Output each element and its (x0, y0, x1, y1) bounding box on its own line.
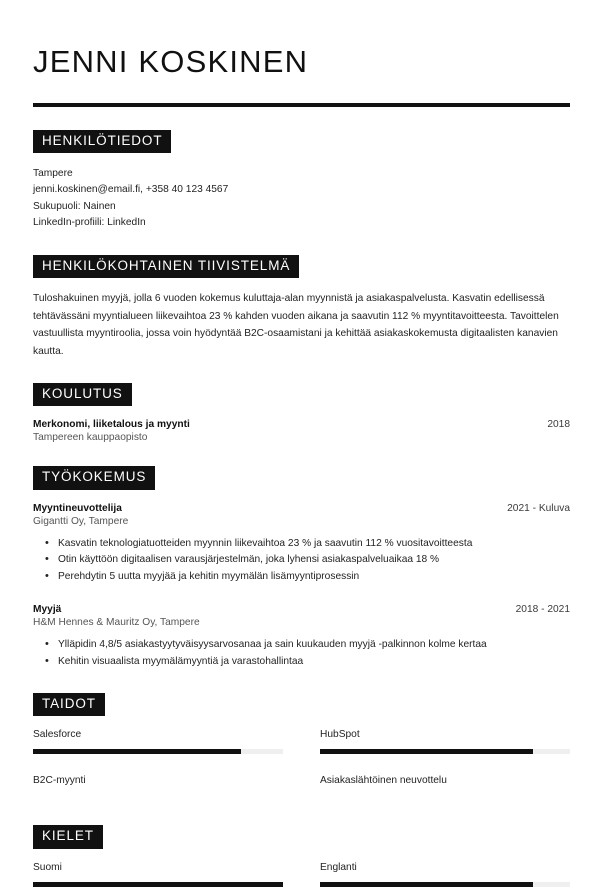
section-experience (30, 466, 570, 670)
skill-label: HubSpot (320, 729, 360, 741)
section-heading-languages: KIELET (33, 825, 103, 848)
contact-line-linkedin[interactable]: LinkedIn-profiili: LinkedIn (33, 217, 146, 229)
education-date: 2018 (547, 419, 570, 431)
header-divider (33, 103, 570, 107)
experience-job-title: Myyjä (33, 604, 62, 616)
section-heading-experience: TYÖKOKEMUS (33, 466, 155, 489)
experience-employer: H&M Hennes & Mauritz Oy, Tampere (33, 617, 200, 629)
languages-grid (33, 862, 570, 894)
skill-item (320, 729, 570, 754)
section-heading-skills: TAIDOT (33, 693, 105, 716)
list-item: • Ylläpidin 4,8/5 asiakastyytyväisyysarvosanaa ja sain kuukauden myyjä -palkinnon kolme kertaa (33, 637, 570, 654)
language-level-fill (33, 882, 283, 887)
language-item (320, 862, 570, 887)
education-entry (33, 419, 570, 443)
summary-text: Tuloshakuinen myyjä, jolla 6 vuoden kokemus kuluttaja-alan myynnistä ja asiakaspalvelusta. Kasvatin edellisessä tehtävässäni myyntialueen liikevaihtoa 23 % kahden vuoden aikana ja saavutin 112 % myyntitavoitteesta. Tavoittelen vastuullista myyntiroolia, jossa voin hyödyntää B2C-osaamistani ja kehittää asiakaskokemusta digitaalisten kanavien kautta. (33, 293, 559, 357)
skill-item (320, 775, 570, 795)
section-languages (30, 825, 570, 893)
contact-line-email-phone: jenni.koskinen@email.fi, +358 40 123 4567 (33, 184, 229, 196)
language-label: Suomi (33, 861, 62, 873)
education-entry-header (33, 419, 570, 430)
section-skills (30, 693, 570, 802)
section-summary (30, 255, 570, 360)
list-item: • Kasvatin teknologiatuotteiden myynnin liikevaihtoa 23 % ja saavutin 112 % vuositavoitteesta (33, 536, 570, 553)
section-heading-education: KOULUTUS (33, 383, 132, 406)
section-education (30, 383, 570, 443)
experience-employer: Gigantti Oy, Tampere (33, 515, 129, 527)
skill-label: B2C-myynti (33, 775, 86, 787)
experience-entry-header (33, 503, 570, 514)
experience-job-title: Myyntineuvottelija (33, 502, 122, 514)
section-heading-summary: HENKILÖKOHTAINEN TIIVISTELMÄ (33, 255, 299, 278)
contact-line-gender: Sukupuoli: Nainen (33, 200, 116, 212)
section-personal-info (30, 130, 570, 232)
contact-details (30, 166, 570, 232)
experience-bullet-list (33, 536, 570, 586)
experience-date: 2018 - 2021 (515, 604, 570, 616)
experience-entry (33, 604, 570, 628)
candidate-name: JENNI KOSKINEN (33, 44, 309, 79)
skill-label: Asiakaslähtöinen neuvottelu (320, 775, 447, 787)
experience-entry-header (33, 604, 570, 615)
experience-entry (33, 503, 570, 527)
language-level-bar (33, 882, 283, 887)
skill-level-bar (320, 749, 570, 754)
experience-bullet-list (33, 637, 570, 670)
list-item: • Otin käyttöön digitaalisen varausjärjestelmän, joka lyhensi asiakaspalveluaikaa 18 % (33, 552, 570, 569)
education-institution: Tampereen kauppaopisto (33, 432, 148, 444)
list-item: • Kehitin visuaalista myymälämyyntiä ja varastohallintaa (33, 654, 570, 671)
language-item (33, 862, 283, 887)
section-heading-personal-info: HENKILÖTIEDOT (33, 130, 171, 153)
education-degree: Merkonomi, liiketalous ja myynti (33, 419, 190, 431)
language-level-fill (320, 882, 533, 887)
skill-item (33, 775, 283, 795)
skills-grid (33, 729, 570, 802)
skill-level-bar (33, 749, 283, 754)
list-item: • Perehdytin 5 uutta myyjää ja kehitin myymälän lisämyyntiprosessin (33, 569, 570, 586)
experience-date: 2021 - Kuluva (507, 502, 570, 514)
language-level-bar (320, 882, 570, 887)
skill-level-fill (33, 749, 241, 754)
language-label: Englanti (320, 861, 357, 873)
skill-level-fill (320, 749, 533, 754)
contact-line-city: Tampere (33, 167, 73, 179)
skill-item (33, 729, 283, 754)
skill-label: Salesforce (33, 729, 82, 741)
